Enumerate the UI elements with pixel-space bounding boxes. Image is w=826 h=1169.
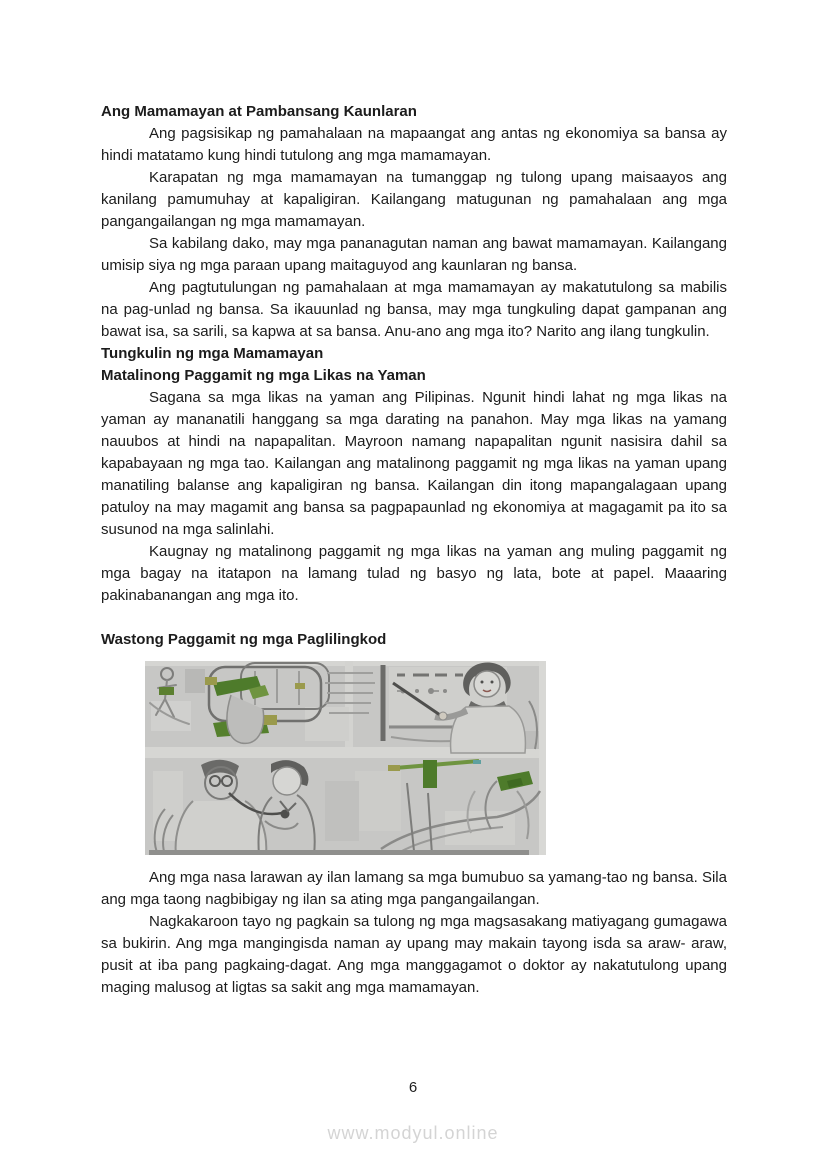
page-body xyxy=(101,101,727,999)
paragraph-pananagutan: Sa kabilang dako, may mga pananagutan naman ang bawat mamamayan. Kailangang umisip siya ng mga paraan upang maitaguyod ang kaunlaran ng bansa. xyxy=(101,235,727,274)
paragraph-yamang-tao: Ang mga nasa larawan ay ilan lamang sa mga bumubuo sa yamang-tao ng bansa. Sila ang mga taong nagbibigay ng ilan sa ating mga pangangailangan. xyxy=(101,869,727,908)
paragraph-pagsisikap: Ang pagsisikap ng pamahalaan na mapaangat ang antas ng ekonomiya sa bansa ay hindi matatamo kung hindi tutulong ang mga mamamayan. xyxy=(101,125,727,164)
heading-mamamayan-kaunlaran: Ang Mamamayan at Pambansang Kaunlaran xyxy=(101,103,417,120)
page-number: 6 xyxy=(408,1079,418,1096)
heading-wastong-paggamit: Wastong Paggamit ng mga Paglilingkod xyxy=(101,631,387,648)
watermark-text: www.modyul.online xyxy=(327,1123,499,1143)
paragraph-magsasaka-mangingisda: Nagkakaroon tayo ng pagkain sa tulong ng mga magsasakang matiyagang gumagawa sa bukirin. Ang mga mangingisda naman ay upang may makain tayong isda sa araw- araw, pusit at iba pang pagkaing-dagat. Ang mga manggagamot o doktor ay nakatutulong upang maging malusog at ligtas sa sakit ang mga mamamayan. xyxy=(101,913,727,996)
heading-tungkulin: Tungkulin ng mga Mamamayan xyxy=(101,345,324,362)
paragraph-pagtutulungan: Ang pagtutulungan ng pamahalaan at mga mamamayan ay makatutulong sa mabilis na pag-unlad ng bansa. Sa ikauunlad ng bansa, may mga tungkuling dapat gampanan ang bawat isa, sa sarili, sa kapwa at sa bansa. Anu-ano ang mga ito? Narito ang ilang tungkulin. xyxy=(101,279,727,340)
workers-sketch-image xyxy=(145,661,546,855)
paragraph-likas-na-yaman: Sagana sa mga likas na yaman ang Pilipinas. Ngunit hindi lahat ng mga likas na yaman ay mananatili hanggang sa mga darating na panahon. May mga likas na yamang nauubos at hindi na napapalitan. Mayroon namang napapalitan ngunit nasisira dahil sa kapabayaan ng mga tao. Kailangan ang matalinong paggamit ng mga likas na yaman upang manatiling balanse ang kapaligiran ng bansa. Kailangan din itong mapangalagaan upang patuloy na may magamit ang bansa sa pagpapaunlad ng ekonomiya at magagamit pa ito sa susunod na mga salinlahi. xyxy=(101,389,727,538)
blank-line xyxy=(101,607,727,629)
paragraph-muling-paggamit: Kaugnay ng matalinong paggamit ng mga likas na yaman ang muling paggamit ng mga bagay na itatapon na lamang tulad ng basyo ng lata, bote at papel. Maaaring pakinabanangan ang mga ito. xyxy=(101,543,727,604)
paragraph-karapatan: Karapatan ng mga mamamayan na tumanggap ng tulong upang maisaayos ang kanilang pamumuhay at kapaligiran. Kailangang matugunan ng pamahalaan ang mga pangangailangan ng mga mamamayan. xyxy=(101,169,727,230)
yamang-tao-illustration xyxy=(145,661,546,855)
image-bottom-strip xyxy=(149,850,529,855)
heading-matalinong-paggamit: Matalinong Paggamit ng mga Likas na Yaman xyxy=(101,367,426,384)
